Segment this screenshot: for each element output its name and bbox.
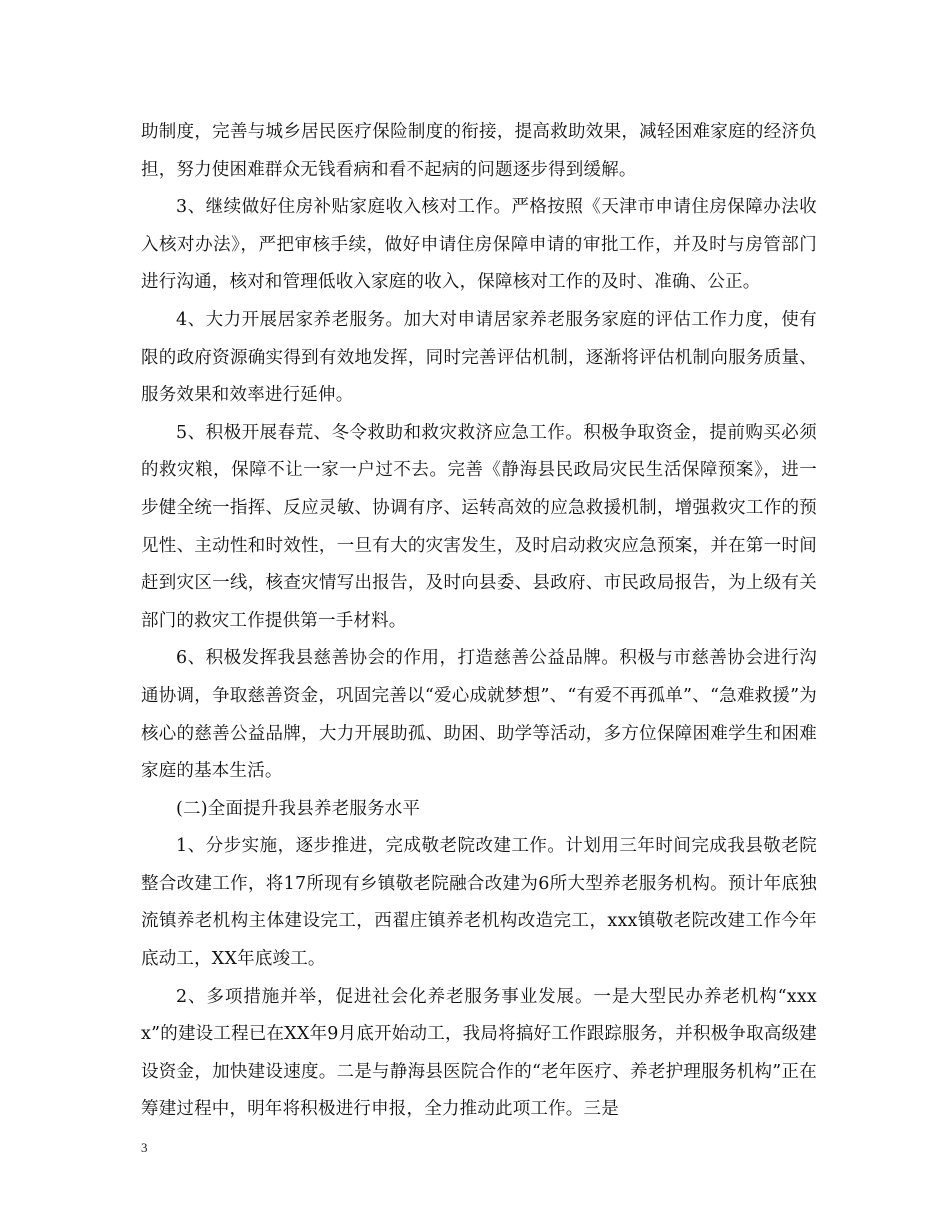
- paragraph-7: 2、多项措施并举，促进社会化养老服务事业发展。一是大型民办养老机构“xxxx”的建设工程已在XX年9月底开始动工，我局将搞好工作跟踪服务，并积极争取高级建设资金，加快建设速度。二是与静海县医院合作的“老年医疗、养老护理服务机构”正在筹建过程中，明年将积极进行申报，全力推动此项工作。三是: [141, 986, 817, 1120]
- document-body: [141, 114, 817, 1129]
- paragraph-0: 助制度，完善与城乡居民医疗保险制度的衔接，提高救助效果，减轻困难家庭的经济负担，努力使困难群众无钱看病和看不起病的问题逐步得到缓解。: [141, 122, 817, 180]
- paragraph-2: 4、大力开展居家养老服务。加大对申请居家养老服务家庭的评估工作力度，使有限的政府资源确实得到有效地发挥，同时完善评估机制，逐渐将评估机制向服务质量、服务效果和效率进行延伸。: [141, 309, 817, 406]
- section-heading: (二)全面提升我县养老服务水平: [176, 798, 421, 819]
- paragraph-6: 1、分步实施，逐步推进，完成敬老院改建工作。计划用三年时间完成我县敬老院整合改建工作，将17所现有乡镇敬老院融合改建为6所大型养老服务机构。预计年底独流镇养老机构主体建设完工，西翟庄镇养老机构改造完工，xxx镇敬老院改建工作今年底动工，XX年底竣工。: [141, 836, 817, 970]
- paragraph-1: 3、继续做好住房补贴家庭收入核对工作。严格按照《天津市申请住房保障办法收入核对办法》，严把审核手续，做好申请住房保障申请的审批工作，并及时与房管部门进行沟通，核对和管理低收入家庭的收入，保障核对工作的及时、准确、公正。: [141, 197, 817, 293]
- paragraph-3: 5、积极开展春荒、冬令救助和救灾救济应急工作。积极争取资金，提前购买必须的救灾粮，保障不让一家一户过不去。完善《静海县民政局灾民生活保障预案》，进一步健全统一指挥、反应灵敏、协调有序、运转高效的应急救援机制，增强救灾工作的预见性、主动性和时效性，一旦有大的灾害发生，及时启动救灾应急预案，并在第一时间赶到灾区一线，核查灾情写出报告，及时向县委、县政府、市民政局报告，为上级有关部门的救灾工作提供第一手材料。: [141, 422, 817, 631]
- page-number: 3: [141, 1140, 148, 1155]
- paragraph-4: 6、积极发挥我县慈善协会的作用，打造慈善公益品牌。积极与市慈善协会进行沟通协调，争取慈善资金，巩固完善以“爱心成就梦想”、“有爱不再孤单”、“急难救援”为核心的慈善公益品牌，大力开展助孤、助困、助学等活动，多方位保障困难学生和困难家庭的基本生活。: [141, 648, 817, 782]
